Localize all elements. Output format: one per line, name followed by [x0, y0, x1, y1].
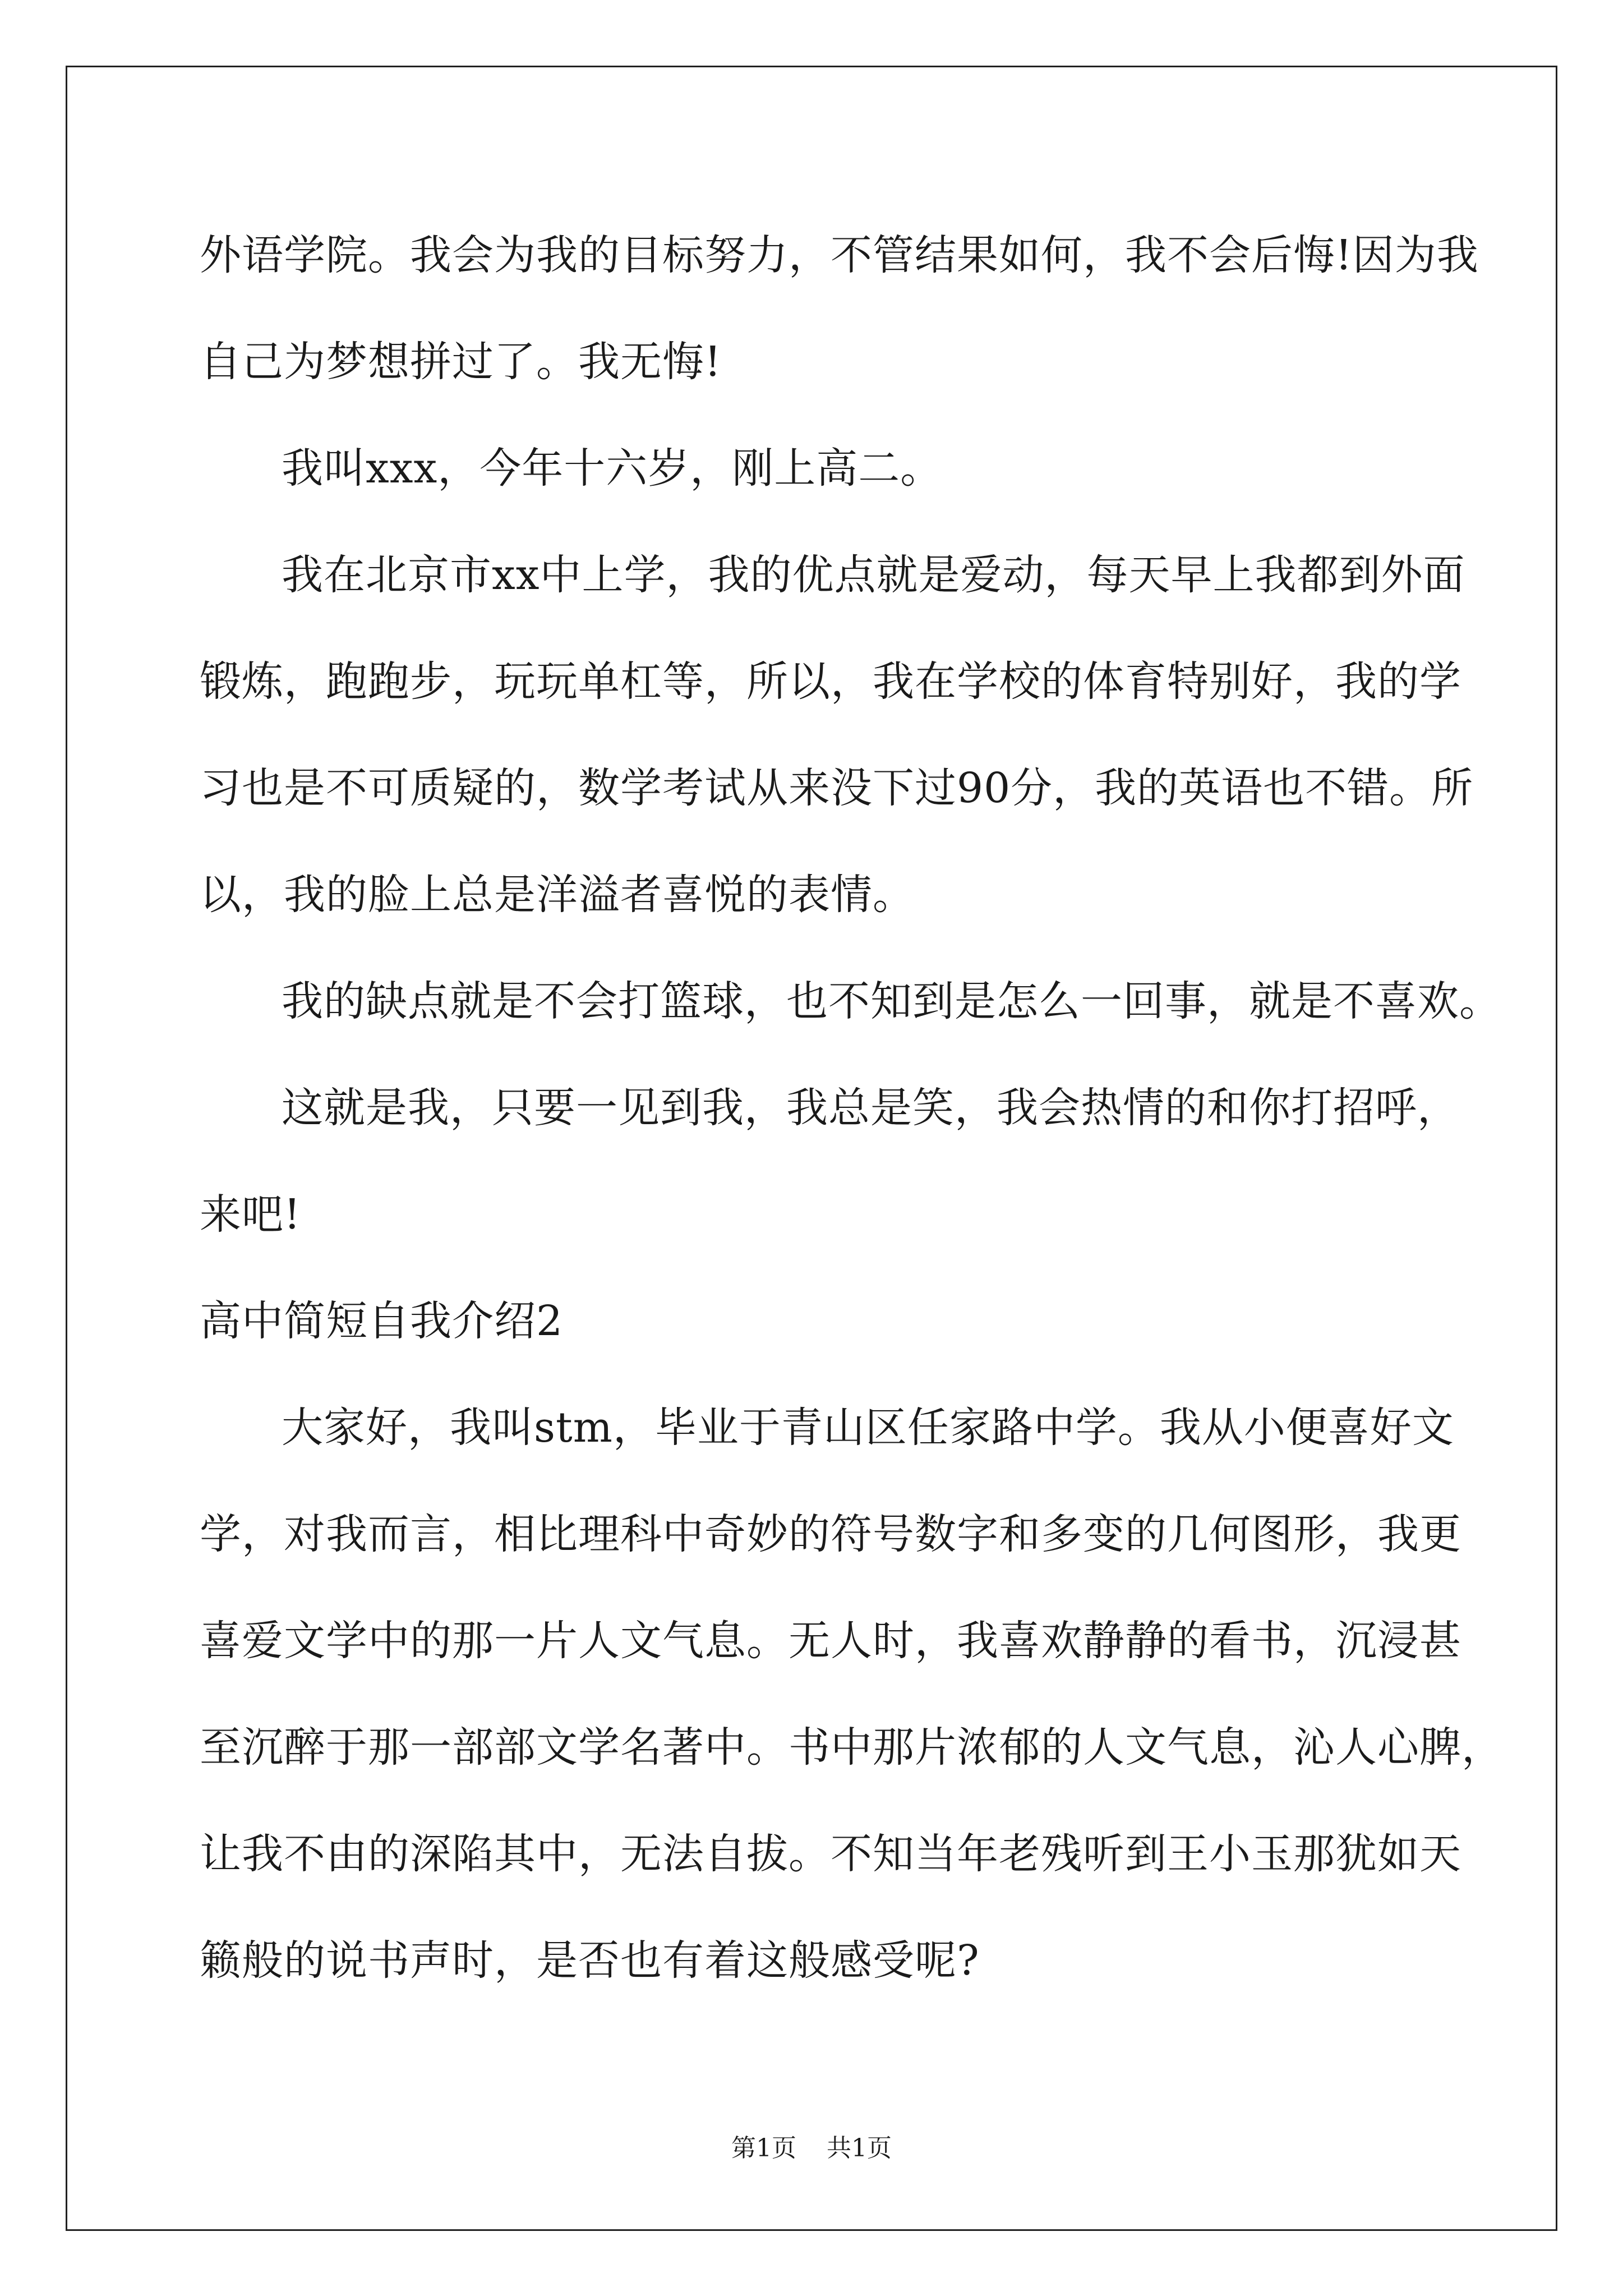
text-line: 籁般的说书声时，是否也有着这般感受呢?: [200, 1936, 980, 1985]
page-total: 共1页: [827, 2134, 892, 2162]
text-line: 我叫xxx，今年十六岁，刚上高二。: [282, 444, 943, 493]
text-line: 至沉醉于那一部部文学名著中。书中那片浓郁的人文气息，沁人心脾，: [200, 1723, 1504, 1772]
text-line: 自己为梦想拼过了。我无悔!: [200, 338, 722, 386]
document-body: [200, 202, 1504, 2014]
text-line: 我的缺点就是不会打篮球，也不知到是怎么一回事，就是不喜欢。: [282, 977, 1501, 1025]
text-line: 这就是我，只要一见到我，我总是笑，我会热情的和你打招呼，: [282, 1084, 1459, 1132]
text-line: 喜爱文学中的那一片人文气息。无人时，我喜欢静静的看书，沉浸甚: [200, 1617, 1461, 1665]
section-heading: 高中简短自我介绍2: [200, 1297, 564, 1345]
page-number: 第1页: [731, 2134, 796, 2162]
text-line: 来吧!: [200, 1190, 301, 1239]
text-line: 以，我的脸上总是洋溢者喜悦的表情。: [200, 871, 915, 919]
text-line: 外语学院。我会为我的目标努力，不管结果如何，我不会后悔!因为我: [200, 231, 1479, 279]
page-footer: [0, 2132, 1623, 2165]
text-line: 让我不由的深陷其中，无法自拔。不知当年老残听到王小玉那犹如天: [200, 1830, 1461, 1878]
text-line: 大家好，我叫stm，毕业于青山区任家路中学。我从小便喜好文: [282, 1404, 1454, 1452]
text-line: 锻炼，跑跑步，玩玩单杠等，所以，我在学校的体育特别好，我的学: [200, 657, 1461, 706]
text-line: 学，对我而言，相比理科中奇妙的符号数字和多变的几何图形，我更: [200, 1510, 1461, 1558]
text-line: 习也是不可质疑的，数学考试从来没下过90分，我的英语也不错。所: [200, 764, 1474, 812]
text-line: 我在北京市xx中上学，我的优点就是爱动，每天早上我都到外面: [282, 551, 1465, 599]
